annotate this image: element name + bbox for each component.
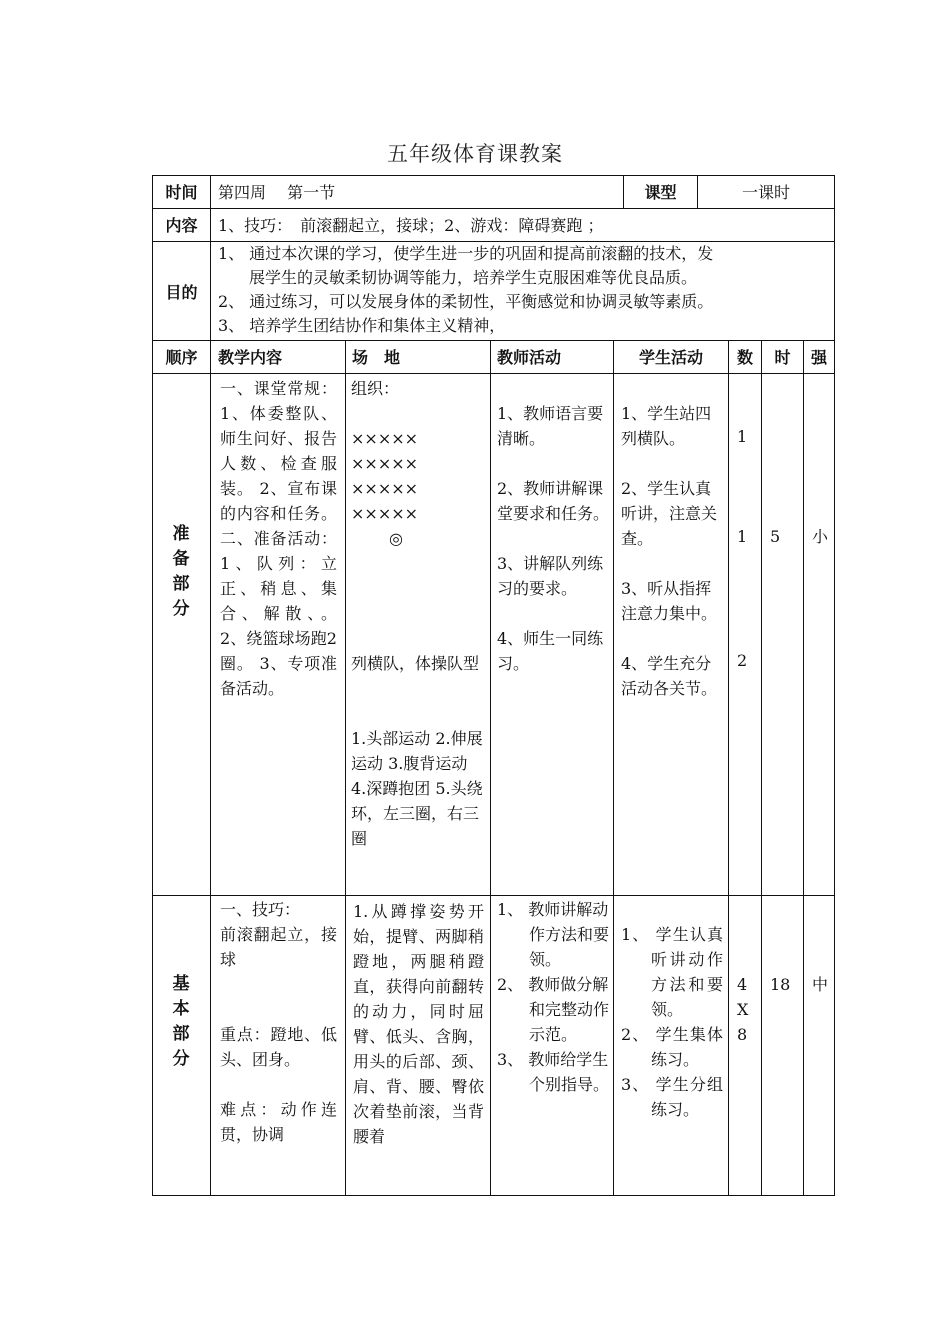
prep-student: [621, 401, 723, 701]
basic-time: 18: [770, 975, 791, 994]
header-order: 顺序: [165, 348, 198, 367]
teacher-activity: 2、教师讲解课堂要求和任务。: [497, 479, 610, 523]
student-activity: 2、学生认真听讲，注意关查。: [621, 479, 718, 548]
page-title: 五年级体育课教案: [387, 142, 563, 166]
teacher-activity: 1、 教师讲解动作方法和要领。: [497, 900, 610, 969]
basic-count-part: X: [737, 1000, 749, 1019]
header-teacher: 教师活动: [497, 348, 562, 367]
prep-count: 1: [737, 527, 748, 546]
time-value: 第四周 第一节: [218, 183, 336, 202]
prep-venue: [351, 376, 485, 851]
time-label: 时间: [165, 183, 198, 202]
basic-venue: 1.从蹲撑姿势开始，提臂、两脚稍蹬地，两腿稍蹬直，获得向前翻转的动力，同时屈臂、低头、含胸，用头的后部、颈、肩、背、腰、臀依次着垫前滚，当背腰着: [353, 902, 484, 1146]
header-count: 数: [736, 348, 753, 367]
prep-intensity: 小: [812, 527, 829, 546]
prep-count: 2: [737, 651, 748, 670]
student-activity: 2、 学生集体练习。: [621, 1025, 723, 1069]
formation-row: ×××××: [351, 454, 419, 473]
formation-row: ×××××: [351, 504, 419, 523]
lesson-type-value: 一课时: [741, 183, 790, 202]
goal-label: 目的: [165, 283, 198, 302]
basic-content: [220, 897, 337, 1147]
teacher-position-mark: ◎: [389, 529, 403, 548]
basic-count-part: 4: [737, 975, 748, 994]
header-student: 学生活动: [638, 348, 703, 367]
header-content: 教学内容: [218, 348, 283, 367]
basic-student: [621, 922, 723, 1122]
basic-count: [737, 972, 753, 1047]
basic-key-point: 重点：蹬地、低头、团身。: [220, 1025, 337, 1069]
prep-content: 一、课堂常规： 1、体委整队、师生问好、报告人数、检查服装。 2、宣布课的内容和任务。 二、准备活动： 1、队列：立正、稍息、集合、解散、。 2、绕篮球场跑2圈。 3、专项准备活动。: [220, 379, 337, 698]
basic-section-label: 基 本 部 分: [172, 974, 190, 1069]
goal-item: 1、 通过本次课的学习，使学生进一步的巩固和提高前滚翻的技术，发: [218, 244, 714, 263]
teacher-activity: 3、 教师给学生个别指导。: [497, 1050, 610, 1094]
goal-item: 展学生的灵敏柔韧协调等能力，培养学生克服困难等优良品质。: [249, 268, 698, 287]
formation-row: ×××××: [351, 479, 419, 498]
header-intensity: 强: [810, 348, 827, 367]
prep-time: 5: [770, 527, 781, 546]
prep-section-label: 准 备 部 分: [172, 524, 190, 619]
prep-teacher: [497, 401, 609, 676]
teacher-activity: 2、 教师做分解和完整动作示范。: [497, 975, 610, 1044]
teacher-activity: 4、师生一同练习。: [497, 629, 604, 673]
goal-item: 2、 通过练习，可以发展身体的柔韧性，平衡感觉和协调灵敏等素质。: [218, 292, 714, 311]
student-activity: 4、学生充分活动各关节。: [621, 654, 718, 698]
prep-venue-org: 组织：: [351, 379, 400, 398]
goal-item: 3、 培养学生团结协作和集体主义精神，: [218, 316, 506, 335]
basic-difficulty: 难点：动作连贯，协调: [220, 1100, 337, 1144]
basic-count-part: 8: [737, 1025, 748, 1044]
student-activity: 1、学生站四列横队。: [621, 404, 712, 448]
student-activity: 3、听从指挥注意力集中。: [621, 579, 718, 623]
content-label: 内容: [165, 216, 198, 235]
prep-venue-formation: 列横队，体操队型: [351, 654, 480, 673]
teacher-activity: 1、教师语言要清晰。: [497, 404, 604, 448]
lesson-type-label: 课型: [644, 183, 677, 202]
prep-count: 1: [737, 427, 748, 446]
basic-content-heading: 一、技巧：: [220, 900, 301, 919]
prep-venue-exercises: 1.头部运动 2.伸展运动 3.腹背运动 4.深蹲抱团 5.头绕环，左三圈，右三圈: [351, 729, 483, 848]
content-value: 1、技巧： 前滚翻起立，接球；2、游戏：障碍赛跑 ；: [218, 216, 604, 235]
teacher-activity: 3、讲解队列练习的要求。: [497, 554, 604, 598]
student-activity: 3、 学生分组练习。: [621, 1075, 723, 1119]
student-activity: 1、 学生认真听讲动作方法和要领。: [621, 925, 723, 1019]
header-time: 时: [774, 348, 791, 367]
basic-content-item: 前滚翻起立，接球: [220, 925, 337, 969]
basic-intensity: 中: [812, 975, 829, 994]
basic-teacher: [497, 897, 609, 1097]
header-venue: 场 地: [352, 348, 401, 367]
formation-row: ×××××: [351, 429, 419, 448]
goal-list: [218, 242, 830, 338]
